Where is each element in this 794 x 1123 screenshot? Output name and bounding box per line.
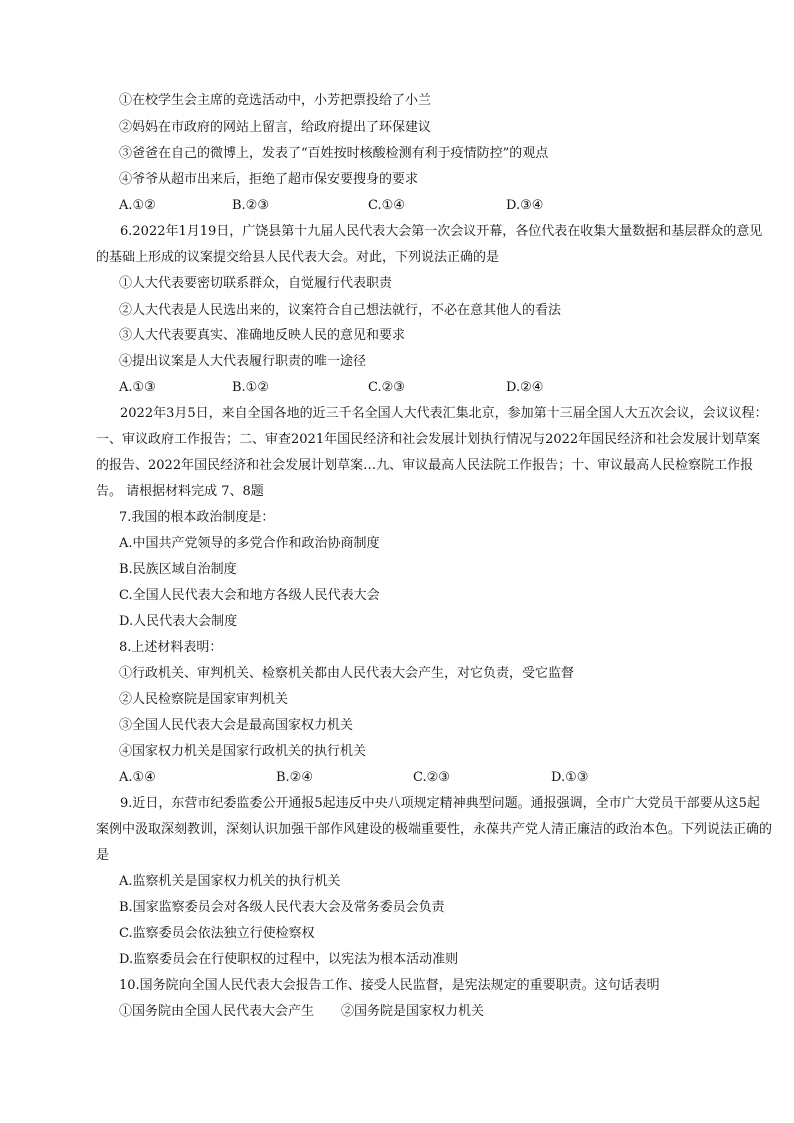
q7-choice-b: B.民族区域自治制度 <box>119 562 237 577</box>
q6-options <box>0 379 794 397</box>
q6-option-a: A.①③ <box>119 380 156 395</box>
q5-item-4: ④爷爷从超市出来后，拒绝了超市保安要搜身的要求 <box>119 172 419 187</box>
q9-stem: 9.近日，东营市纪委监委公开通报5起违反中央八项规定精神典型问题。通报强调，全市广大党员干部要从这5起案例中汲取深刻教训，深刻认识加强干部作风建设的极端重要性，永葆共产党人清正廉洁的政治本色。下列说法正确的是 <box>96 796 773 863</box>
q7-choice-d: D.人民代表大会制度 <box>119 614 238 629</box>
q7-choice-a: A.中国共产党领导的多党合作和政治协商制度 <box>119 536 380 551</box>
q8-option-b: B.②④ <box>276 770 313 785</box>
q8-item-1: ①行政机关、审判机关、检察机关都由人民代表大会产生，对它负责，受它监督 <box>119 666 575 681</box>
q7-choice-c: C.全国人民代表大会和地方各级人民代表大会 <box>119 588 380 603</box>
q6-stem: 6.2022年1月19日，广饶县第十九届人民代表大会第一次会议开幕，各位代表在收集大量数据和基层群众的意见的基础上形成的议案提交给县人民代表大会。对此，下列说法正确的是 <box>96 224 763 265</box>
q5-item-2: ②妈妈在市政府的网站上留言，给政府提出了环保建议 <box>119 120 432 135</box>
q6-item-2: ②人大代表是人民选出来的，议案符合自己想法就行，不必在意其他人的看法 <box>119 303 562 318</box>
q10-stem: 10.国务院向全国人民代表大会报告工作、接受人民监督，是宪法规定的重要职责。这句话表明 <box>119 978 660 993</box>
q6-item-3: ③人大代表要真实、准确地反映人民的意见和要求 <box>119 328 406 343</box>
q8-item-4: ④国家权力机关是国家行政机关的执行机关 <box>119 744 367 759</box>
q6-item-4: ④提出议案是人大代表履行职责的唯一途径 <box>119 354 367 369</box>
q5-option-d: D.③④ <box>506 198 544 213</box>
q9-choice-d: D.监察委员会在行使职权的过程中，以宪法为根本活动准则 <box>119 952 459 967</box>
q5-option-b: B.②③ <box>232 198 269 213</box>
q10-items <box>0 1003 794 1021</box>
material-paragraph: 2022年3月5日，来自全国各地的近三千名全国人大代表汇集北京，参加第十三届全国人大五次会议，会议议程：一、审议政府工作报告；二、审查2021年国民经济和社会发展计划执行情况与2022年国民经济和社会发展计划草案的报告、2022年国民经济和社会发展计划草案…九、审议最高人民法院工作报告；十、审议最高人民检察院工作报告。 请根据材料完成 7、8题 <box>96 406 768 499</box>
q8-item-3: ③全国人民代表大会是最高国家权力机关 <box>119 718 354 733</box>
q6-option-b: B.①② <box>232 380 269 395</box>
q9-choice-c: C.监察委员会依法独立行使检察权 <box>119 926 315 941</box>
q8-stem: 8.上述材料表明： <box>119 640 223 655</box>
q8-item-2: ②人民检察院是国家审判机关 <box>119 692 289 707</box>
q8-options <box>0 769 794 787</box>
q10-item-1: ①国务院由全国人民代表大会产生 <box>119 1004 315 1019</box>
q8-option-a: A.①④ <box>119 770 156 785</box>
q6-item-1: ①人大代表要密切联系群众，自觉履行代表职责 <box>119 276 393 291</box>
q6-option-c: C.②③ <box>368 380 405 395</box>
q5-option-c: C.①④ <box>368 198 405 213</box>
q5-item-1: ①在校学生会主席的竞选活动中，小芳把票投给了小兰 <box>119 93 432 108</box>
q8-option-d: D.①③ <box>551 770 589 785</box>
q9-choice-a: A.监察机关是国家权力机关的执行机关 <box>119 874 341 889</box>
q6-option-d: D.②④ <box>506 380 544 395</box>
q5-item-3: ③爸爸在自己的微博上，发表了“百姓按时核酸检测有利于疫情防控”的观点 <box>119 146 549 161</box>
q5-options <box>0 197 794 215</box>
q5-option-a: A.①② <box>119 198 156 213</box>
q10-item-2: ②国务院是国家权力机关 <box>341 1004 485 1019</box>
q7-stem: 7.我国的根本政治制度是： <box>119 510 275 525</box>
q8-option-c: C.②③ <box>413 770 450 785</box>
q9-choice-b: B.国家监察委员会对各级人民代表大会及常务委员会负责 <box>119 900 445 915</box>
